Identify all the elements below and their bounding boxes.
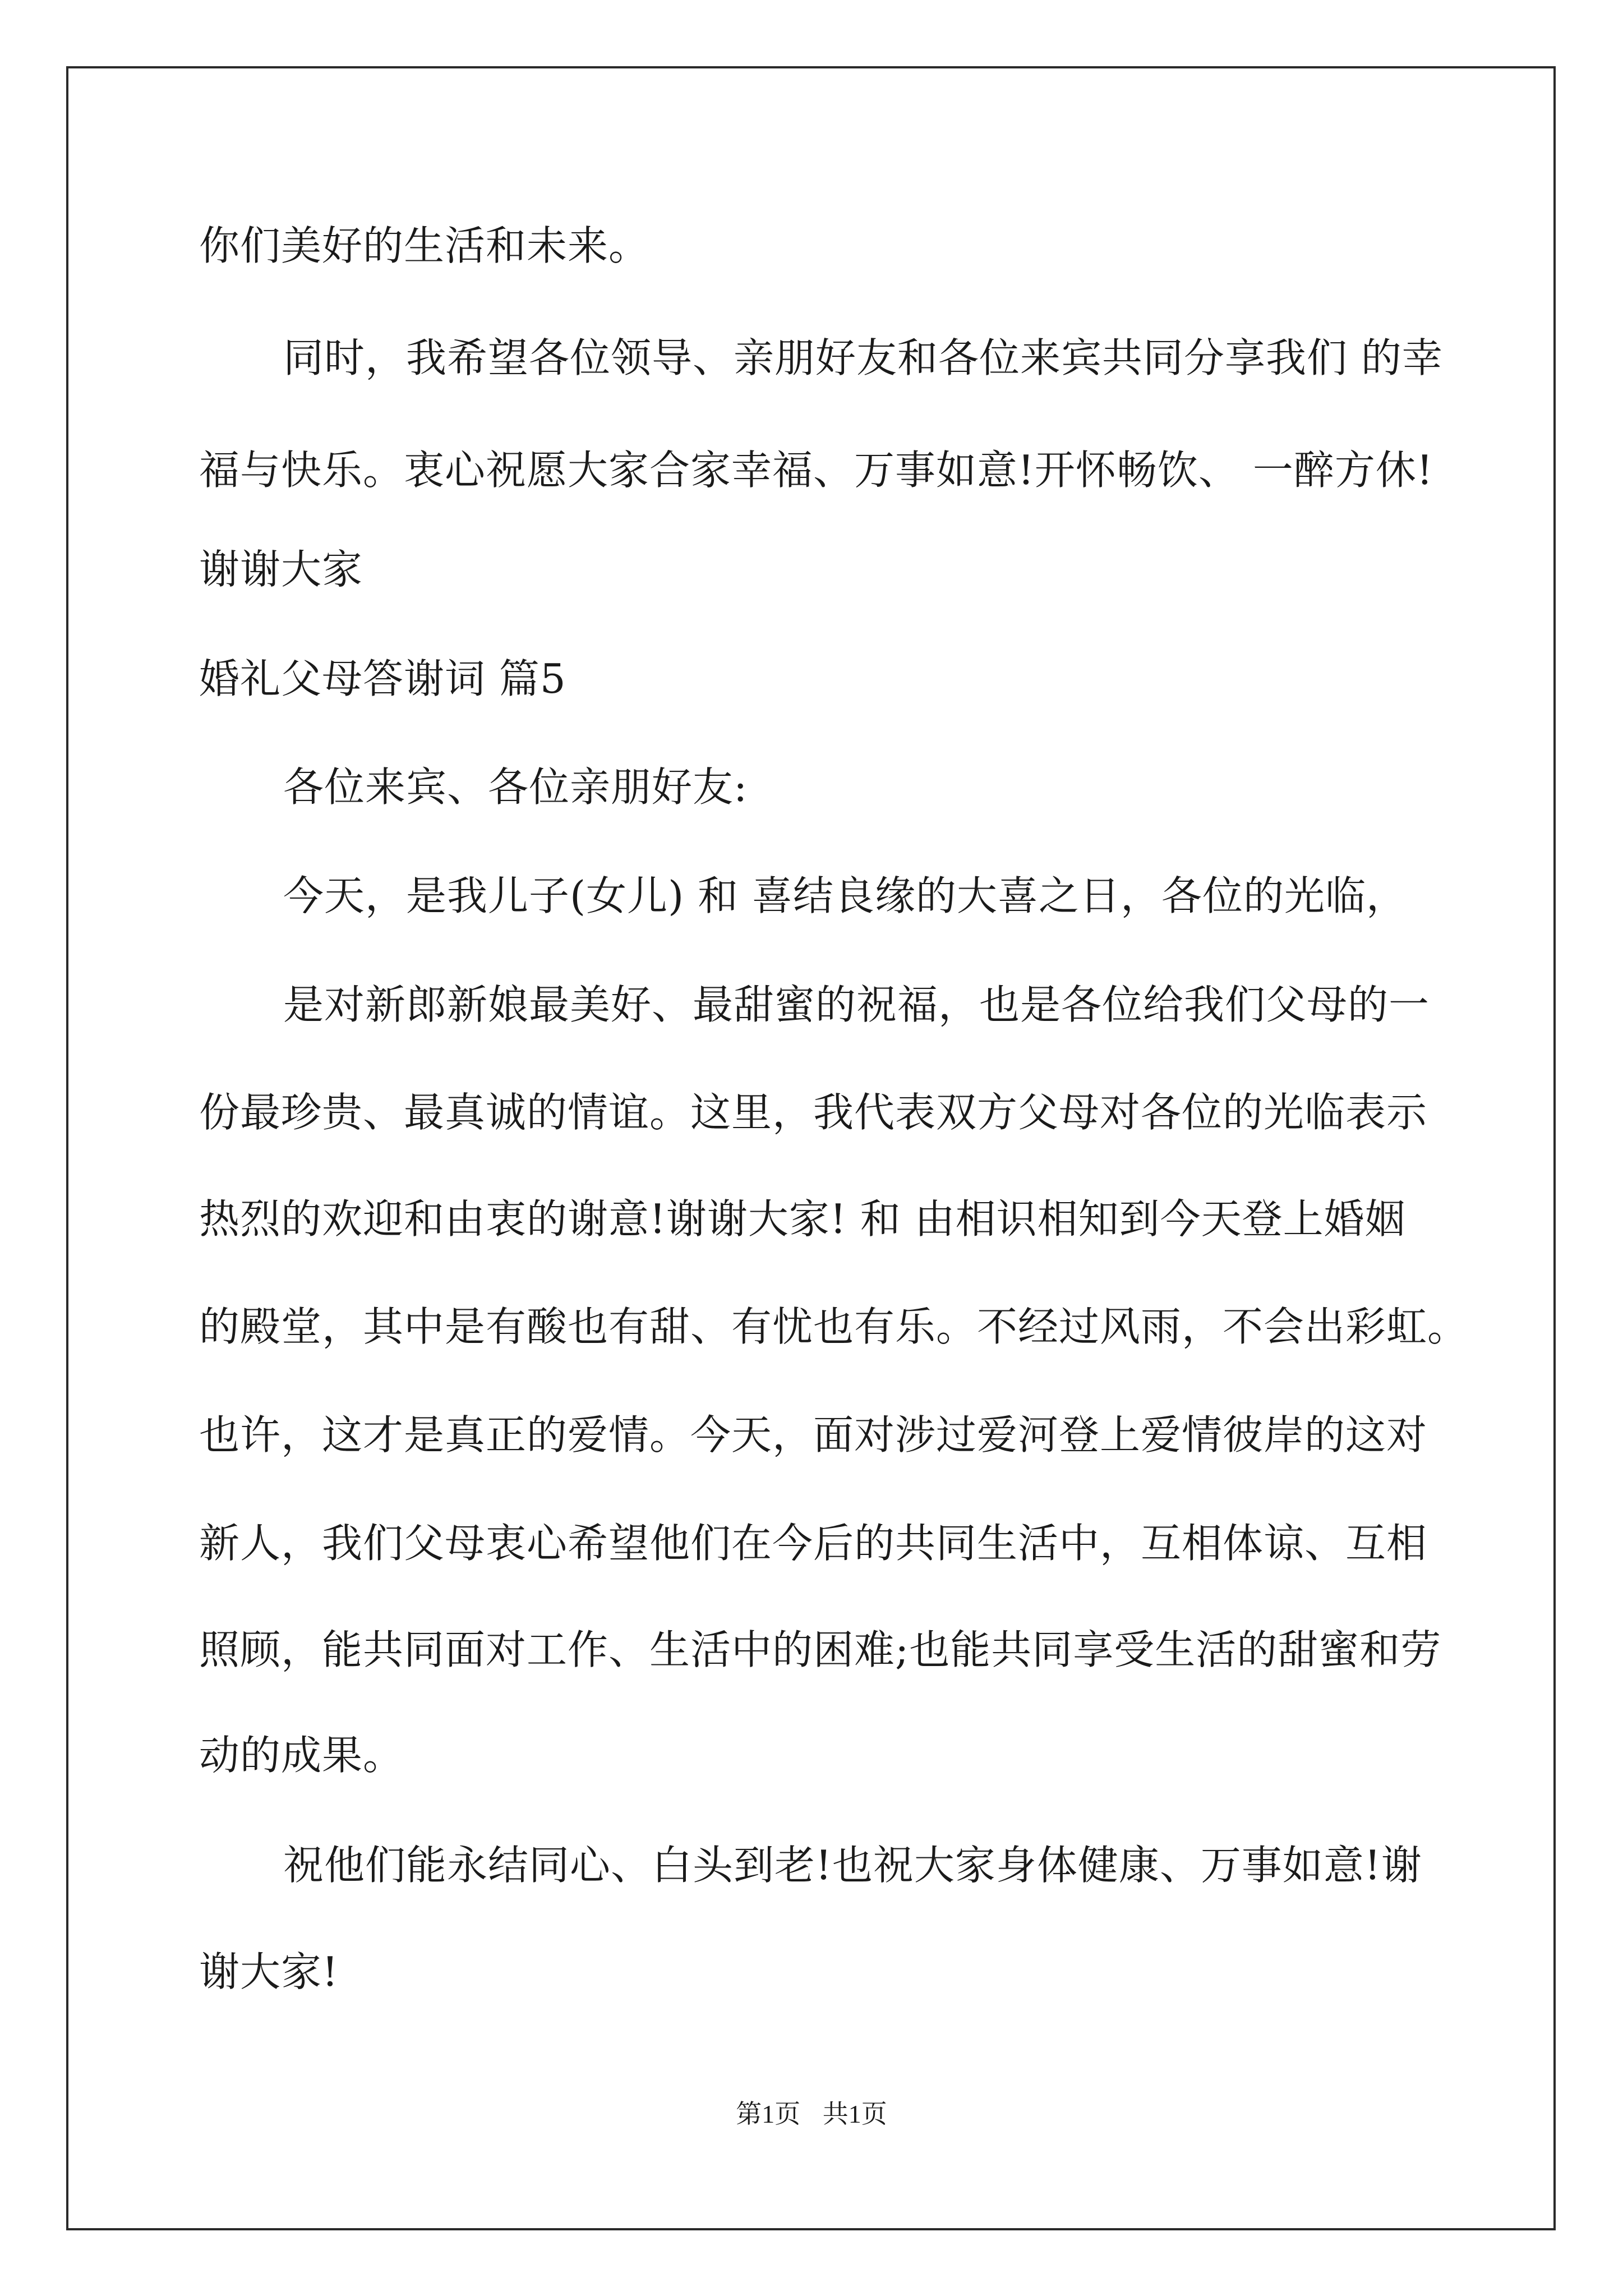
- text-line-6: 各位来宾、各位亲朋好友:: [283, 763, 748, 811]
- text-line-9: 份最珍贵、最真诚的情谊。这里，我代表双方父母对各位的光临表示: [199, 1089, 1428, 1136]
- page-total: 共1页: [822, 2100, 887, 2128]
- text-line-1: 你们美好的生活和未来。: [199, 222, 650, 269]
- text-line-4: 谢谢大家: [199, 546, 363, 593]
- text-line-7: 今天，是我儿子(女儿) 和 喜结良缘的大喜之日，各位的光临，: [283, 872, 1407, 919]
- text-line-12: 也许，这才是真正的爱情。今天，面对涉过爱河登上爱情彼岸的这对: [199, 1411, 1428, 1458]
- page-number: 第1页: [736, 2100, 801, 2128]
- page-footer: [0, 2101, 1623, 2127]
- text-line-2: 同时，我希望各位领导、亲朋好友和各位来宾共同分享我们 的幸: [283, 334, 1443, 381]
- text-line-8: 是对新郎新娘最美好、最甜蜜的祝福，也是各位给我们父母的一: [283, 981, 1430, 1028]
- text-line-15: 动的成果。: [199, 1732, 404, 1779]
- text-line-13: 新人，我们父母衷心希望他们在今后的共同生活中，互相体谅、互相: [199, 1520, 1428, 1567]
- text-line-17: 谢大家!: [199, 1948, 339, 1995]
- text-line-16: 祝他们能永结同心、白头到老!也祝大家身体健康、万事如意!谢: [283, 1842, 1422, 1889]
- text-line-3: 福与快乐。衷心祝愿大家合家幸福、万事如意!开怀畅饮、 一醉方休!: [199, 447, 1433, 494]
- text-line-14: 照顾，能共同面对工作、生活中的困难;也能共同享受生活的甜蜜和劳: [199, 1626, 1442, 1673]
- page-border: [66, 66, 1556, 2230]
- text-line-11: 的殿堂，其中是有酸也有甜、有忧也有乐。不经过风雨，不会出彩虹。: [199, 1303, 1469, 1350]
- section-heading: 婚礼父母答谢词 篇5: [199, 655, 566, 702]
- text-line-10: 热烈的欢迎和由衷的谢意!谢谢大家! 和 由相识相知到今天登上婚姻: [199, 1195, 1406, 1243]
